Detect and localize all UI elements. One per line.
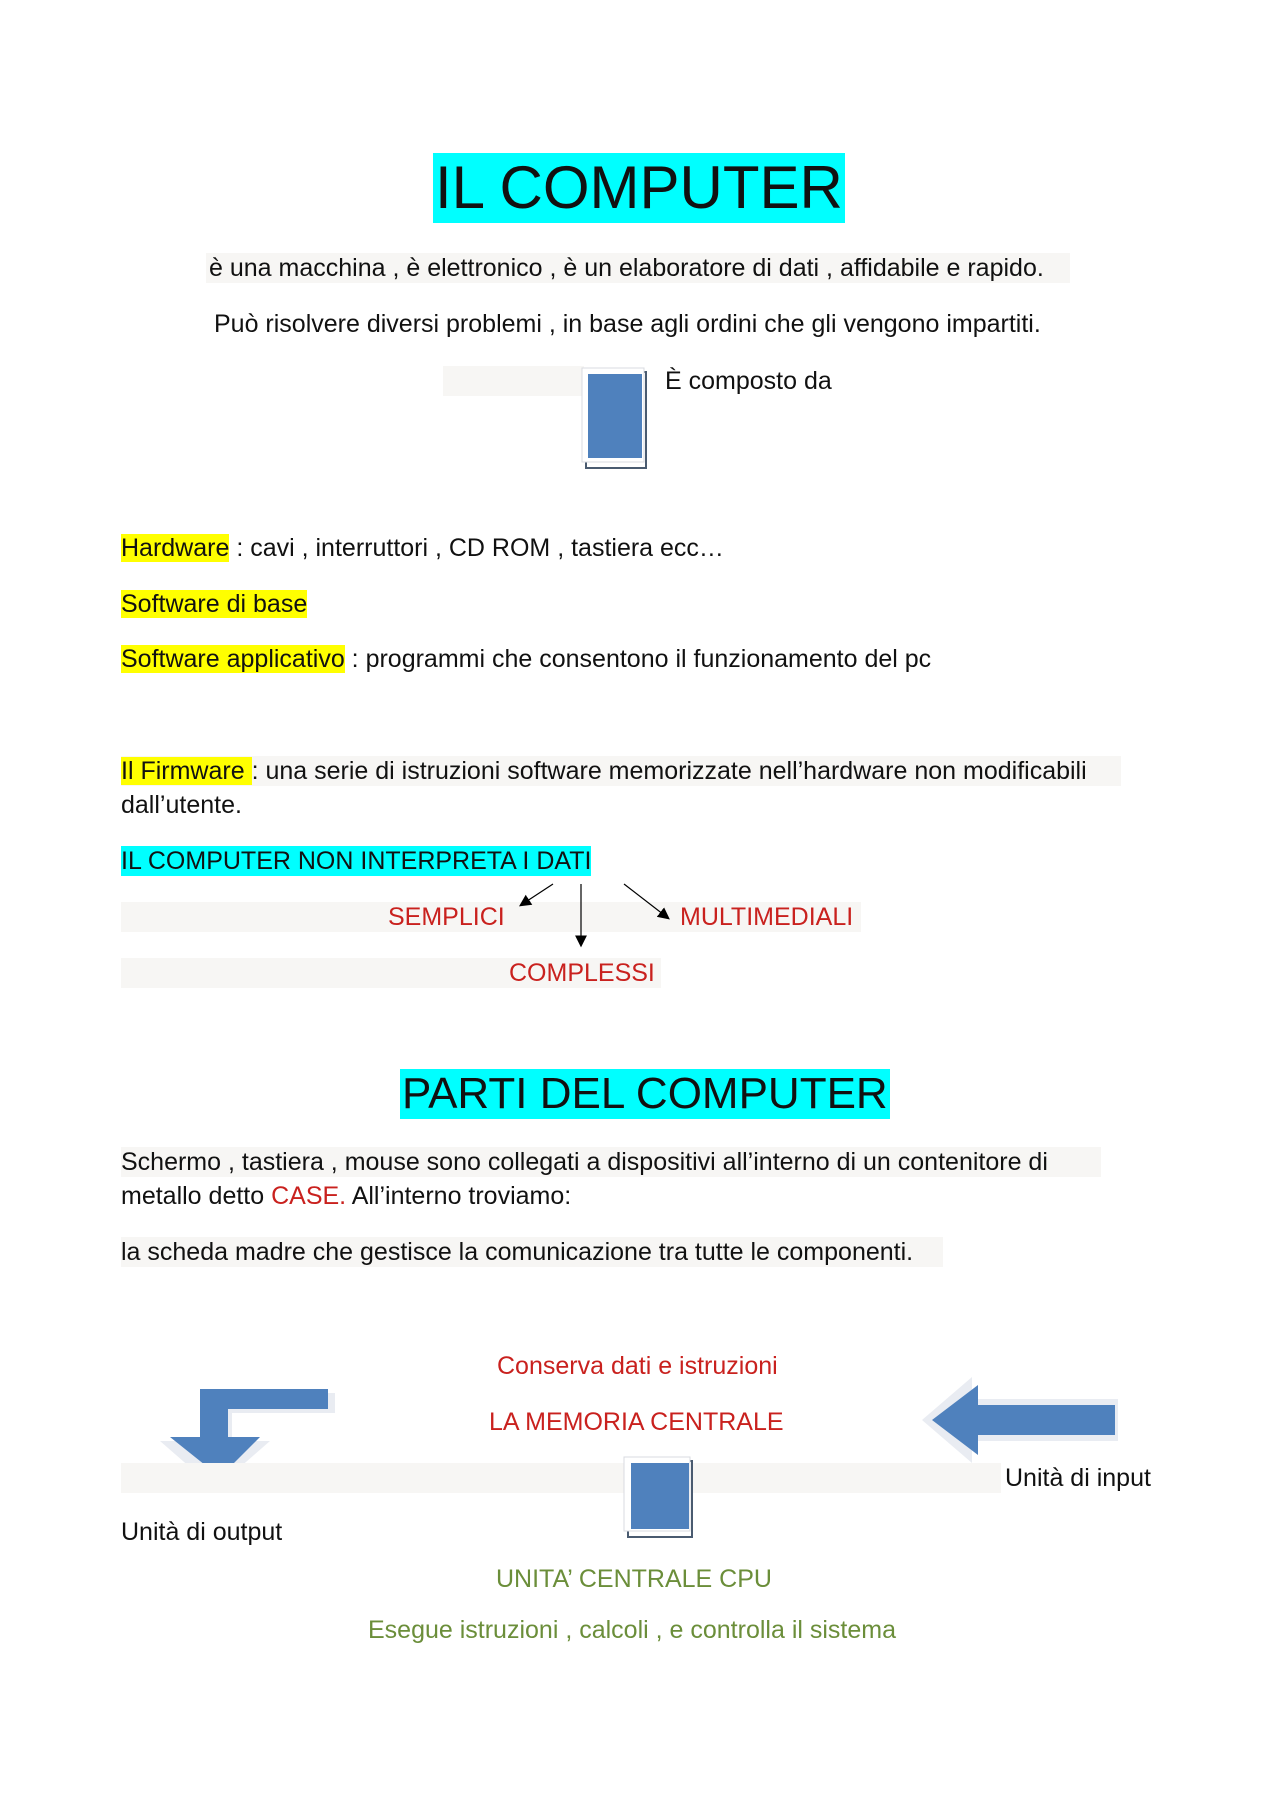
software-base-term: Software di base: [121, 590, 308, 618]
intro-line-2: Può risolvere diversi problemi , in base agli ordini che gli vengono impartiti.: [214, 310, 1041, 338]
hardware-term: Hardware: [121, 534, 230, 562]
memory-title: LA MEMORIA CENTRALE: [489, 1408, 784, 1436]
intro-line-1: è una macchina , è elettronico , è un elaboratore di dati , affidabile e rapido.: [209, 254, 1044, 282]
output-label: Unità di output: [121, 1518, 283, 1546]
memory-desc: Conserva dati e istruzioni: [497, 1352, 778, 1380]
cpu-desc: Esegue istruzioni , calcoli , e controlla il sistema: [368, 1616, 897, 1644]
firmware-line-2: dall’utente.: [121, 791, 242, 819]
hardware-desc: : cavi , interruttori , CD ROM , tastiera ecc…: [229, 534, 724, 562]
parts-p1-line1: Schermo , tastiera , mouse sono collegati a dispositivi all’interno di un contenitore di: [121, 1148, 1048, 1176]
input-arrow-icon: [920, 1375, 1120, 1465]
multimediali-label: MULTIMEDIALI: [680, 903, 854, 931]
parts-p1-line2: [121, 1181, 571, 1211]
complessi-label: COMPLESSI: [509, 959, 655, 987]
semplici-label: SEMPLICI: [388, 903, 505, 931]
software-app-desc: : programmi che consentono il funzionamento del pc: [344, 645, 932, 673]
parts-p1-pre: metallo detto: [121, 1182, 272, 1210]
cpu-square-shape: [622, 1455, 702, 1545]
input-label: Unità di input: [1005, 1464, 1151, 1492]
cpu-title: UNITA’ CENTRALE CPU: [496, 1565, 772, 1593]
page-title: IL COMPUTER: [435, 154, 843, 221]
parts-p1-post: All’interno troviamo:: [346, 1182, 572, 1210]
parts-p2: la scheda madre che gestisce la comunicazione tra tutte le componenti.: [121, 1238, 914, 1266]
firmware-desc: : una serie di istruzioni software memorizzate nell’hardware non modificabili: [251, 757, 1087, 785]
composto-label: È composto da: [665, 367, 832, 395]
software-app-term: Software applicativo: [121, 645, 345, 673]
firmware-term: Il Firmware: [121, 757, 252, 785]
case-term: CASE.: [271, 1182, 347, 1210]
data-heading: IL COMPUTER NON INTERPRETA I DATI: [121, 847, 592, 875]
parts-title: PARTI DEL COMPUTER: [402, 1069, 888, 1118]
